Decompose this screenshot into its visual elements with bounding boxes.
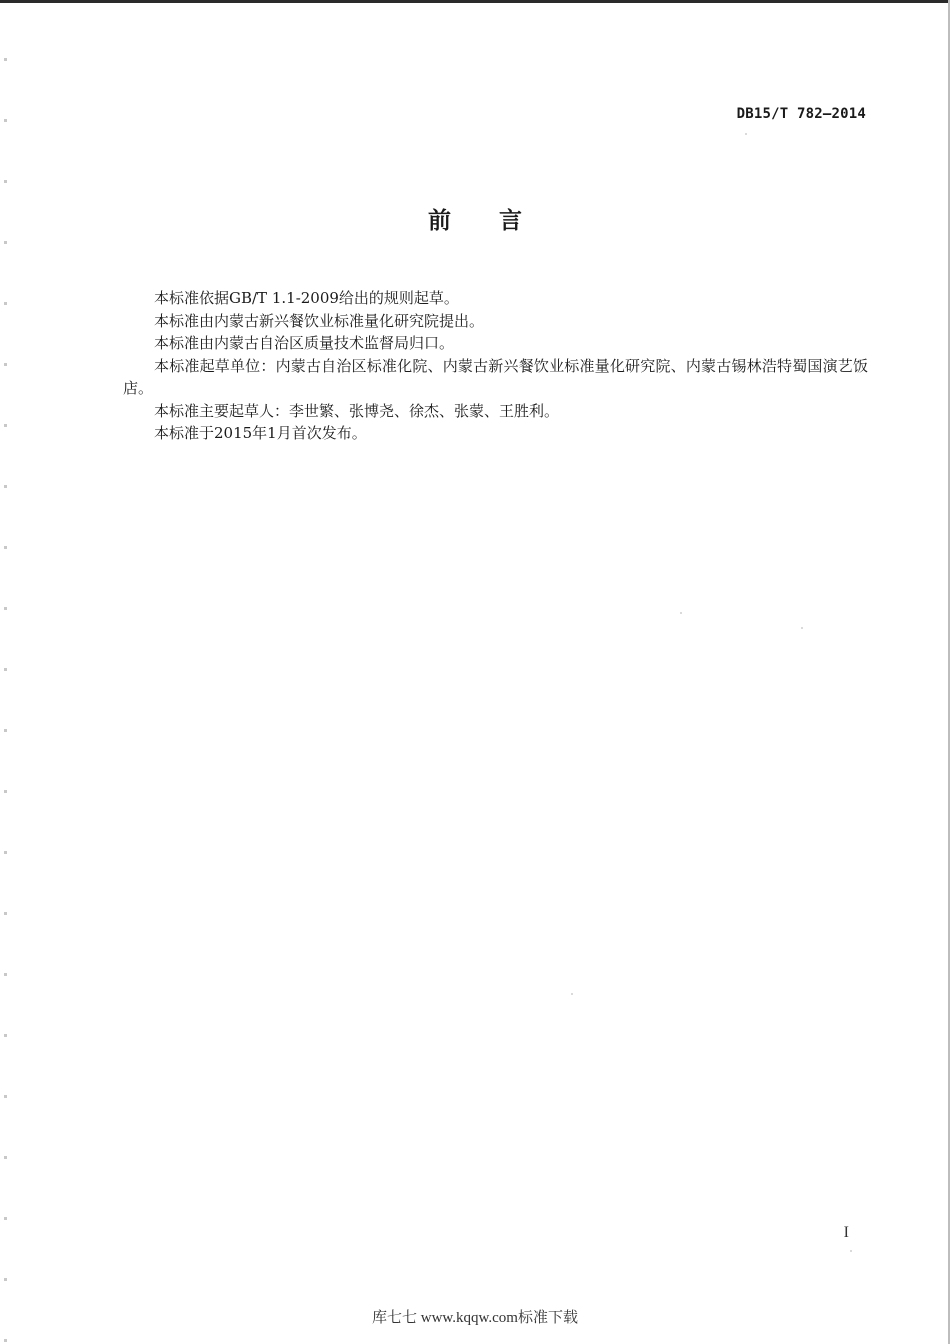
scan-speck	[850, 1250, 852, 1252]
paragraph-administrator: 本标准由内蒙古自治区质量技术监督局归口。	[154, 334, 455, 352]
paragraph-first-release: 本标准于2015年1月首次发布。	[154, 424, 367, 442]
document-code: DB15/T 782—2014	[736, 106, 866, 122]
top-border-line	[0, 0, 950, 3]
footer-watermark: 库七七 www.kqqw.com标准下载	[372, 1310, 578, 1326]
scan-speck	[571, 993, 573, 995]
paragraph-main-drafters: 本标准主要起草人：李世繁、张博尧、徐杰、张蒙、王胜利。	[154, 401, 560, 420]
paragraph-drafting-rules: 本标准依据GB/T 1.1-2009给出的规则起草。	[154, 289, 459, 307]
paragraph-drafting-units: 本标准起草单位：内蒙古自治区标准化院、内蒙古新兴餐饮业标准量化研究院、内蒙古锡林浩特蜀国演艺饭店。	[123, 356, 868, 397]
scan-speck	[801, 627, 803, 629]
foreword-body	[123, 287, 868, 445]
page-title: 前言	[428, 208, 570, 234]
scan-speck	[745, 133, 747, 135]
scan-speck	[680, 612, 682, 614]
paragraph-proposer: 本标准由内蒙古新兴餐饮业标准量化研究院提出。	[154, 311, 485, 330]
page-number: I	[843, 1224, 849, 1241]
